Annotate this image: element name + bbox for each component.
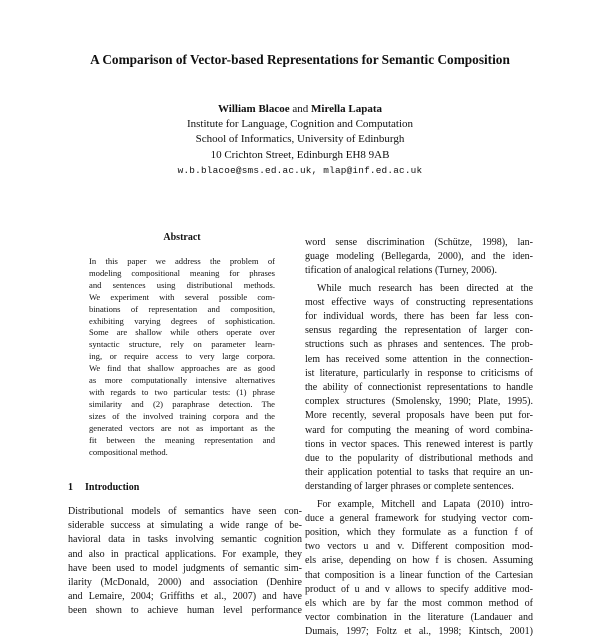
text-line: and also in practical applications. For example, they	[68, 548, 302, 560]
text-line: siderable success at simulating a wide range of be-	[68, 520, 302, 532]
affiliation-line-3: 10 Crichton Street, Edinburgh EH8 9AB	[210, 148, 390, 161]
text-line: compositional method.	[89, 446, 168, 457]
section-heading	[68, 482, 139, 493]
text-line: ward for computing the meaning of word combina-	[305, 424, 533, 436]
text-line: with regards to two particular tests: (1) phrase	[89, 386, 275, 397]
text-line: similarity and (2) paraphrase detection. The	[89, 398, 275, 409]
text-line: Some are shallow while others operate over	[89, 327, 275, 338]
text-line: fit between the meaning representation and	[89, 434, 275, 445]
text-line: and Lemaire, 2004; Griffiths et al., 2007) and have	[68, 591, 302, 603]
paragraph-continued	[305, 236, 533, 279]
paper-title: A Comparison of Vector-based Representations for Semantic Composition	[90, 52, 510, 67]
text-line: product of u and v allows to specify additive mod-	[305, 583, 533, 595]
text-line: duce a general framework for studying vector com-	[305, 512, 533, 524]
text-line: due to the popularity of distributional methods and	[305, 453, 533, 465]
author-conjunction: and	[292, 103, 309, 115]
text-line: For example, Mitchell and Lapata (2010) intro-	[317, 498, 533, 510]
text-line: ist literature, particularly in response to criticisms of	[305, 367, 533, 379]
text-line: While much research has been directed at the	[317, 282, 533, 294]
text-line: modeling compositional meaning for phrases	[89, 267, 275, 278]
right-column-text	[305, 236, 533, 640]
author-1: William Blacoe	[218, 103, 290, 115]
text-line: for individual words, there has been far less con-	[305, 311, 533, 323]
text-line: We find that shallow approaches are as good	[89, 363, 275, 374]
paragraph-composition-research	[305, 282, 533, 495]
text-line: two vectors u and v. Different composition mod-	[305, 541, 533, 553]
text-line: In this paper we address the problem of	[89, 256, 275, 266]
affiliation-line-2: School of Informatics, University of Edinburgh	[195, 133, 405, 146]
text-line: complex structures (Smolensky, 1990; Plate, 1995).	[305, 396, 533, 408]
text-line: sensus regarding the representation of larger con-	[305, 325, 533, 337]
author-2: Mirella Lapata	[311, 103, 382, 115]
text-line: that composition is a linear function of the Cartesian	[305, 569, 533, 581]
text-line: have been used to model judgments of semantic sim-	[68, 562, 302, 574]
text-line: derstanding of larger phrases or complete sentences.	[305, 481, 514, 493]
text-line: their application potential to tasks that require an un-	[305, 467, 533, 479]
text-line: els which are by far the most common method of	[305, 598, 533, 610]
text-line: been shown to achieve human level performance	[68, 605, 302, 617]
text-line: syntactic structure, rely on parameter learn-	[89, 339, 275, 350]
text-line: sizes of the involved training corpora and the	[89, 410, 275, 421]
text-line: ing, or require access to very large corpora.	[89, 351, 275, 362]
text-line: tions in vector spaces. This renewed interest is partly	[305, 438, 533, 450]
text-line: the ability of connectionist representations to handle	[305, 382, 533, 394]
abstract-heading: Abstract	[163, 232, 201, 243]
left-column-text	[68, 505, 302, 619]
text-line: ilarity (McDonald, 2000) and association (Denhire	[68, 577, 302, 589]
text-line: position, which they formulate as a function f of	[305, 527, 533, 539]
text-line: vector combination in the literature (Landauer and	[305, 612, 533, 624]
text-line: most effective ways of constructing representations	[305, 296, 533, 308]
text-line: More recently, several proposals have been put for-	[305, 410, 533, 422]
text-line: havioral data in tasks involving semantic cognition	[68, 534, 302, 546]
text-line: binations of representation and composition,	[89, 303, 275, 314]
text-line: els arise, depending on how f is chosen. Assuming	[305, 555, 533, 567]
text-line: Distributional models of semantics have seen con-	[68, 506, 302, 517]
text-line: tification of analogical relations (Turney, 2006).	[305, 265, 497, 277]
author-emails: w.b.blacoe@sms.ed.ac.uk, mlap@inf.ed.ac.uk	[177, 164, 423, 176]
text-line: lem has received some attention in the connection-	[305, 353, 533, 365]
authors	[0, 102, 600, 117]
text-line: guage modeling (Bellegarda, 2000), and the iden-	[305, 251, 533, 263]
text-line: Dumais, 1997; Foltz et al., 1998; Kintsch, 2001)	[305, 626, 533, 638]
text-line: exhibiting varying degrees of sophistication.	[89, 315, 275, 326]
affiliation-line-1: Institute for Language, Cognition and Computation	[186, 118, 414, 131]
author-block	[0, 102, 600, 178]
abstract-body	[89, 256, 275, 458]
text-line: word sense discrimination (Schütze, 1998), lan-	[305, 237, 533, 248]
text-line: We experiment with several possible com-	[89, 291, 275, 302]
text-line: structions such as phrases and sentences. The prob-	[305, 339, 533, 351]
section-number: 1	[68, 482, 73, 493]
text-line: generated vectors are not as important as the	[89, 422, 275, 433]
section-title: Introduction	[85, 482, 140, 493]
text-line: and sentences using distributional methods.	[89, 279, 275, 290]
paragraph-mitchell-lapata	[305, 498, 533, 640]
text-line: as more computationally intensive alternatives	[89, 375, 275, 386]
